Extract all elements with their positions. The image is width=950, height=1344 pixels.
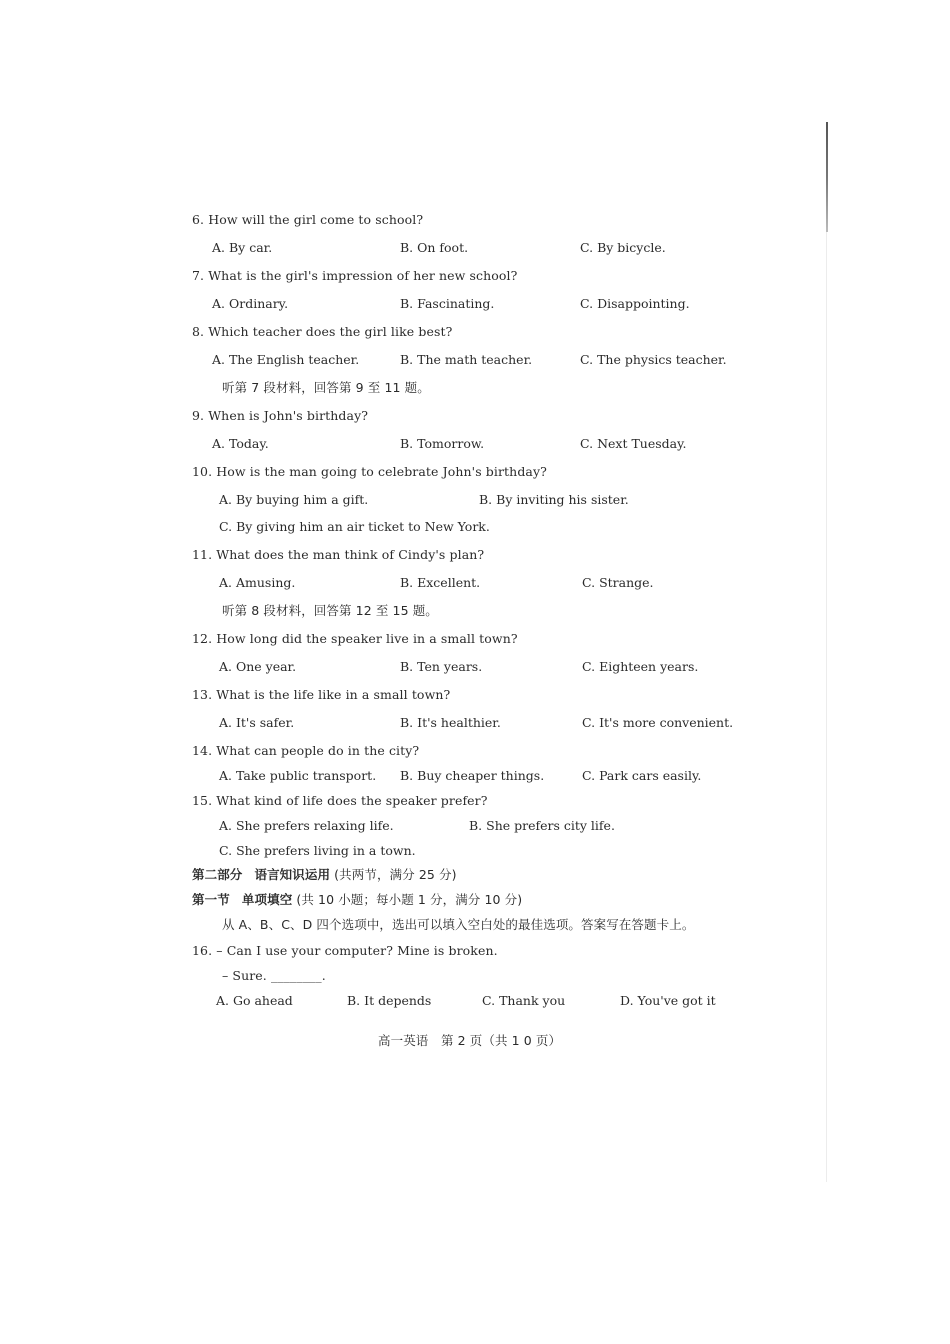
question-number: 16. xyxy=(192,943,213,958)
scan-edge-shadow xyxy=(826,232,827,1182)
option-b: B. Excellent. xyxy=(400,575,481,590)
option-c: C. Strange. xyxy=(582,575,654,590)
option-a: A. Go ahead xyxy=(216,993,293,1008)
option-c: C. It's more convenient. xyxy=(582,715,734,730)
question-8 xyxy=(192,324,452,340)
dialogue-line-1: – Can I use your computer? Mine is broken. xyxy=(216,943,498,958)
option-b: B. It depends xyxy=(347,993,432,1008)
section1-heading xyxy=(192,892,522,908)
question-text: What can people do in the city? xyxy=(216,743,420,758)
option-b: B. On foot. xyxy=(400,240,469,255)
instruction-passage-7: 听第 7 段材料，回答第 9 至 11 题。 xyxy=(222,380,430,395)
option-c: C. By giving him an air ticket to New York. xyxy=(219,519,490,534)
page-footer: 高一英语 第 2 页（共 1 0 页） xyxy=(378,1033,562,1048)
section1-directions: 从 A、B、C、D 四个选项中，选出可以填入空白处的最佳选项。答案写在答题卡上。 xyxy=(222,917,695,932)
question-12 xyxy=(192,631,518,647)
question-9 xyxy=(192,408,368,424)
option-c: C. Next Tuesday. xyxy=(580,436,687,451)
question-number: 10. xyxy=(192,464,213,479)
option-c: C. By bicycle. xyxy=(580,240,666,255)
option-c: C. Park cars easily. xyxy=(582,768,702,783)
option-a: A. It's safer. xyxy=(219,715,295,730)
question-number: 11. xyxy=(192,547,213,562)
section1-note: (共 10 小题；每小题 1 分，满分 10 分) xyxy=(296,892,523,907)
section1-label: 第一节 xyxy=(192,892,230,907)
question-16 xyxy=(192,943,498,959)
question-text: When is John's birthday? xyxy=(208,408,369,423)
question-10 xyxy=(192,464,547,480)
option-b: B. Fascinating. xyxy=(400,296,495,311)
question-7 xyxy=(192,268,517,284)
question-14 xyxy=(192,743,419,759)
question-number: 14. xyxy=(192,743,213,758)
question-number: 8. xyxy=(192,324,205,339)
option-a: A. By car. xyxy=(212,240,273,255)
part2-title: 语言知识运用 xyxy=(254,867,331,882)
part2-note: (共两节，满分 25 分) xyxy=(334,867,457,882)
option-b: B. She prefers city life. xyxy=(469,818,615,833)
option-d: D. You've got it xyxy=(620,993,716,1008)
question-11 xyxy=(192,547,484,563)
question-number: 9. xyxy=(192,408,205,423)
option-c: C. The physics teacher. xyxy=(580,352,727,367)
option-a: A. The English teacher. xyxy=(212,352,360,367)
instruction-passage-8: 听第 8 段材料，回答第 12 至 15 题。 xyxy=(222,603,438,618)
option-b: B. By inviting his sister. xyxy=(479,492,629,507)
question-6 xyxy=(192,212,423,228)
option-a: A. She prefers relaxing life. xyxy=(219,818,394,833)
option-b: B. Ten years. xyxy=(400,659,483,674)
option-c: C. Eighteen years. xyxy=(582,659,699,674)
option-a: A. Take public transport. xyxy=(219,768,377,783)
option-b: B. The math teacher. xyxy=(400,352,533,367)
option-c: C. Thank you xyxy=(482,993,566,1008)
question-text: How will the girl come to school? xyxy=(208,212,424,227)
option-a: A. By buying him a gift. xyxy=(219,492,369,507)
option-a: A. Ordinary. xyxy=(212,296,289,311)
dialogue-line-2: – Sure. ________. xyxy=(222,968,326,983)
option-c: C. Disappointing. xyxy=(580,296,690,311)
question-number: 6. xyxy=(192,212,205,227)
scan-edge-mark xyxy=(826,122,828,232)
question-text: How long did the speaker live in a small town? xyxy=(216,631,518,646)
option-a: A. Amusing. xyxy=(219,575,296,590)
question-number: 12. xyxy=(192,631,213,646)
question-number: 15. xyxy=(192,793,213,808)
option-b: B. It's healthier. xyxy=(400,715,501,730)
question-text: What is the life like in a small town? xyxy=(216,687,451,702)
question-text: What does the man think of Cindy's plan? xyxy=(216,547,485,562)
option-b: B. Buy cheaper things. xyxy=(400,768,545,783)
part2-label: 第二部分 xyxy=(192,867,243,882)
option-a: A. Today. xyxy=(212,436,269,451)
part2-heading xyxy=(192,867,457,883)
option-b: B. Tomorrow. xyxy=(400,436,485,451)
option-c: C. She prefers living in a town. xyxy=(219,843,416,858)
question-number: 13. xyxy=(192,687,213,702)
option-a: A. One year. xyxy=(219,659,297,674)
question-text: How is the man going to celebrate John's birthday? xyxy=(216,464,547,479)
question-13 xyxy=(192,687,450,703)
question-text: What is the girl's impression of her new school? xyxy=(208,268,518,283)
section1-title: 单项填空 xyxy=(241,892,293,907)
question-text: Which teacher does the girl like best? xyxy=(208,324,453,339)
question-text: What kind of life does the speaker prefer? xyxy=(216,793,488,808)
question-15 xyxy=(192,793,488,809)
question-number: 7. xyxy=(192,268,205,283)
